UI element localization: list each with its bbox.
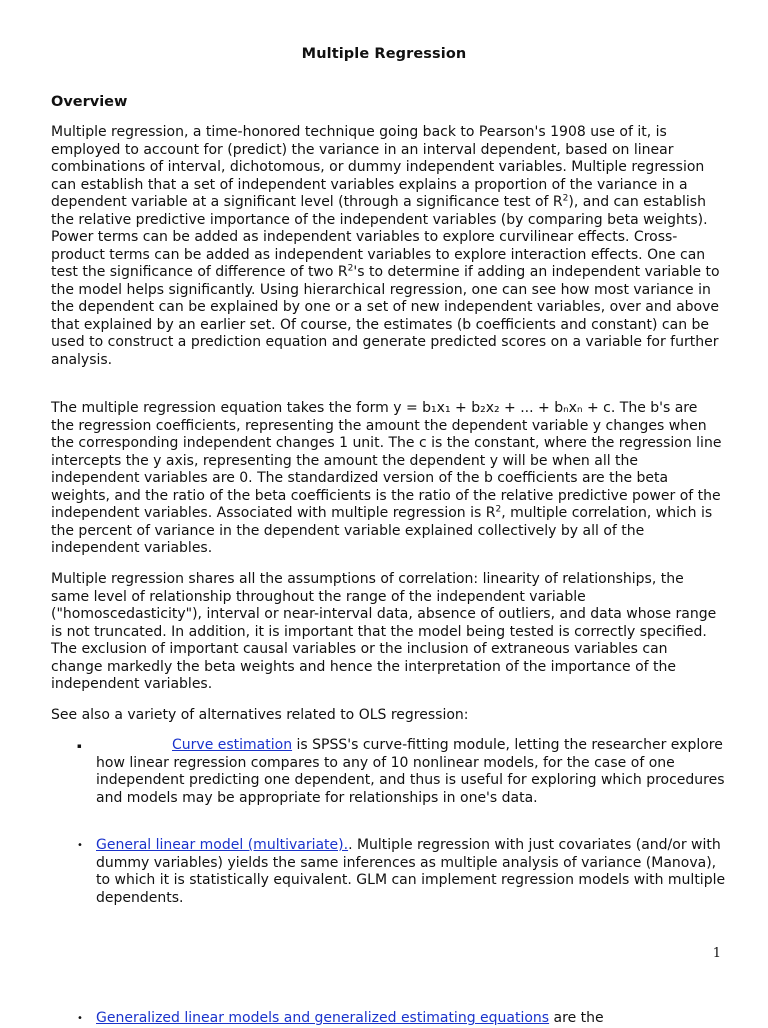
paragraph-equation	[51, 400, 723, 558]
paragraph-assumptions: Multiple regression shares all the assumptions of correlation: linearity of relationships, the same level of relationship throughout the range of the independent variable ("homoscedasticity"), interval or near-interval data, absence of outliers, and data whose range is not truncated. In addition, it is important that the model being tested is correctly specified. The exclusion of important causal variables or the inclusion of extraneous variables can change markedly the beta weights and hence the interpretation of the importance of the independent variables.	[51, 571, 717, 692]
bullet-dot: •	[77, 840, 83, 851]
paragraph-see-also: See also a variety of alternatives related to OLS regression:	[51, 707, 469, 723]
superscript: 2	[562, 193, 569, 204]
list-item-text: is SPSS's curve-fitting module, letting the researcher explore how linear regression compares to any of 10 nonlinear models, for the case of one independent predicting one dependent, and thus is useful for exploring which procedures and models may be appropriate for relationships in one's data.	[96, 737, 725, 806]
list-item-general-linear-model	[77, 837, 726, 907]
superscript: 2	[495, 504, 502, 515]
paragraph-overview	[51, 124, 723, 369]
bullet-square: ▪	[77, 742, 82, 750]
paragraph-text: Multiple regression, a time-honored technique going back to Pearson's 1908 use of it, is employed to account for (predict) the variance in an interval dependent, based on linear combinations of interval, dichotomous, or dummy independent variables. Multiple regression can establish that a set of independent variables explains a proportion of the variance in a dependent variable at a significant level (through a significance test of R	[51, 124, 705, 210]
curve-estimation-link[interactable]: Curve estimation	[172, 737, 293, 753]
list-item-text: are the	[549, 1010, 604, 1026]
bullet-dot: •	[77, 1013, 83, 1024]
general-linear-model-link[interactable]: General linear model (multivariate).	[96, 837, 349, 853]
paragraph-text: The multiple regression equation takes the form y = b₁x₁ + b₂x₂ + ... + bₙxₙ + c. The b's are the regression coefficients, representing the amount the dependent variable y changes when the corresponding independent changes 1 unit. The c is the constant, where the regression line intercepts the y axis, representing the amount the dependent y will be when all the independent variables are 0. The standardized version of the b coefficients are the beta weights, and the ratio of the beta coefficients is the ratio of the relative predictive power of the independent variables. Associated with multiple regression is R	[51, 400, 722, 521]
list-item-generalized-linear-models	[77, 1010, 726, 1028]
list-item-curve-estimation	[77, 737, 726, 807]
paragraph-text: ), and can establish the relative predictive importance of the independent variables (by comparing beta weights). Power terms can be added as independent variables to explore curvilinear effects. Cross-product terms can be added as independent variables to explore interaction effects. One can test the significance of difference of two R	[51, 194, 708, 280]
section-heading: Overview	[51, 94, 128, 110]
list-item-text: . Multiple regression with just covariates (and/or with dummy variables) yields the same inferences as multiple analysis of variance (Manova), to which it is statistically equivalent. GLM can implement regression models with multiple dependents.	[96, 837, 726, 906]
superscript: 2	[347, 263, 354, 274]
paragraph-text: , multiple correlation, which is the percent of variance in the dependent variable explained collectively by all of the independent variables.	[51, 505, 713, 556]
generalized-linear-models-link[interactable]: Generalized linear models and generalized estimating equations	[96, 1010, 550, 1026]
page-title: Multiple Regression	[301, 46, 467, 62]
page-number: 1	[712, 946, 721, 961]
paragraph-text: 's to determine if adding an independent variable to the model helps significantly. Using hierarchical regression, one can see how most variance in the dependent can be explained by one or a set of new independent variables, over and above that explained by an earlier set. Of course, the estimates (b coefficients and constant) can be used to construct a prediction equation and generate predicted scores on a variable for further analysis.	[51, 264, 720, 368]
